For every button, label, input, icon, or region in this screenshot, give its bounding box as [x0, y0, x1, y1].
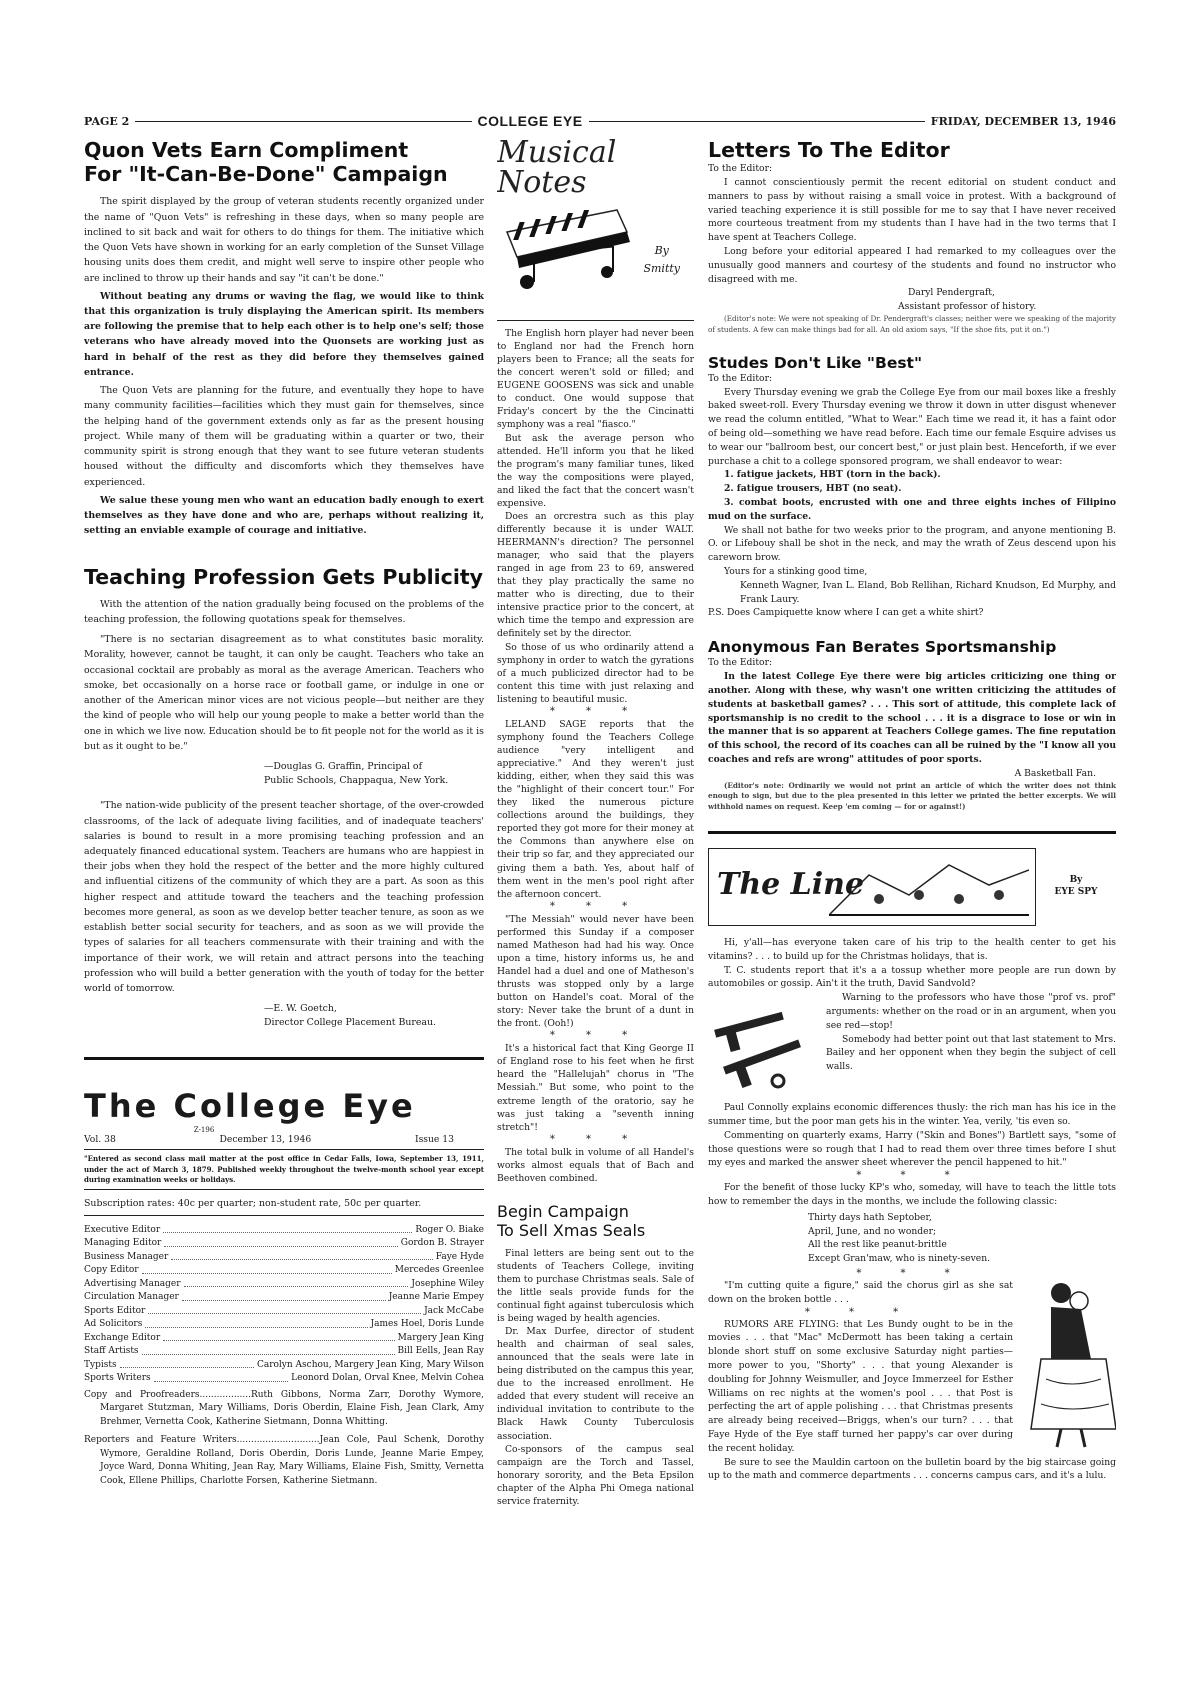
letter-signature: Assistant professor of history.	[898, 301, 1037, 313]
teaching-quote: "There is no sectarian disagreement as to what constitutes basic morality. Morality, however, cannot be taught, it can only be caught. Teachers who take an occasional cocktail are probably as moral as the average American. Teachers who smoke, bet occasionally on a horse race or football game, or indulge in one or another of the American minor vices are not vicious people—but neither are they the kind of people who will help our young people to make a better world than the one in which we live now. Education should be to fit people not for the world as it is but as it ought to be."	[84, 634, 484, 752]
salutation: To the Editor:	[708, 372, 773, 384]
staff-role: Sports Writers	[84, 1373, 151, 1384]
teaching-quote: "The nation-wide publicity of the present teacher shortage, of the over-crowded classrooms, of the lack of adequate living facilities, and of inadequate teachers' salaries is bound to result in a more promising teaching profession and an adequately financed educational system. Teachers are humans who are happiest in their jobs when they hold the respect of the better and the more highly cultured and influential citizens of the community of which they are a part. As soon as this higher respect and attitude toward the teachers and the teaching profession becomes more general, as soon as we develop better teacher tenure, as soon as we establish better social security for teachers, and as soon as we will provide the types of salaries for all teachers commensurate with their training and with the importance of their work, we will retain and attract persons into the teaching profession who will build a better generation with the youth of today for the better world of tomorrow.	[84, 800, 484, 995]
quon-headline-2: For "It-Can-Be-Done" Campaign	[84, 162, 448, 187]
line-paragraph: Somebody had better point out that last statement to Mrs. Bailey and her opponent when they begin the subject of cell walls.	[826, 1033, 1116, 1073]
staff-name: Faye Hyde	[435, 1251, 484, 1262]
masthead-date: December 13, 1946	[219, 1133, 312, 1145]
letter-paragraph: In the latest College Eye there were big articles criticizing one thing or another. Along with these, why wasn't one written criticizing the attitudes of students at basketball games? . . . This sort of attitude, this complete lack of sportsmanship is no credit to the school . . . it is a disgrace to lose or win in the manner that is so apparent at Teachers College games. The fine reputation of this school, the record of its coaches can all be ruined by the "I know all you coaches and refs are wrong" attitudes of poor sports.	[708, 671, 1116, 766]
line-paragraph: T. C. students report that it's a a tossup whether more people are run down by automobiles or gossip. Ain't it the truth, David Sandvold?	[708, 964, 1116, 990]
staff-row	[84, 1359, 484, 1373]
staff-name: Bill Eells, Jean Ray	[397, 1346, 484, 1357]
copy-proofreaders: Copy and Proofreaders..................Ruth Gibbons, Norma Zarr, Dorothy Wymore, Margaret Stutzman, Mary Williams, Doris Oberdin, Elaine Fish, Jean Clark, Amy Brehmer, Vernetta Cook, Katherine Sietmann, Donna Whitting.	[84, 1389, 484, 1427]
seals-headline-2: To Sell Xmas Seals	[497, 1220, 646, 1240]
letter-paragraph: Yours for a stinking good time,	[724, 565, 868, 577]
issue-number: Issue 13	[414, 1133, 454, 1145]
leader-dots	[142, 1264, 392, 1274]
staff-role: Copy Editor	[84, 1265, 139, 1276]
list-item: 3. combat boots, encrusted with one and three eights inches of Filipino mud on the surface.	[708, 497, 1116, 522]
line-paragraph: Commenting on quarterly exams, Harry ("Skin and Bones") Bartlett says, "some of those questions were so rough that I had to read them over three times before I shut my eyes and marked the answer sheet wherever the pencil happened to hit."	[708, 1129, 1116, 1169]
quon-paragraph: Without beating any drums or waving the flag, we would like to think that this organization is truly displaying the American spirit. Its members are following the premise that to help each other is to help one's self; those veterans who have already moved into the Quonsets are working just as hard in behalf of the rest as they did before they themselves gained entrance.	[84, 290, 484, 378]
staff-name: Roger O. Biake	[415, 1224, 484, 1235]
postscript: P.S. Does Campiquette know where I can get a white shirt?	[708, 607, 984, 619]
line-paragraph: RUMORS ARE FLYING: that Les Bundy ought to be in the movies . . . that "Mac" McDermott has been taking a certain blonde short stuff on some exclusive Saturday night parties—more power to you, "Shorty" . . . that young Alexander is doubling for Johnny Weismuller, and Joyce Immerzeel for Esther Williams on rec nights at the women's pool . . . that Post is perfecting the art of apple polishing . . . that Christmas presents are already being received—Briggs, when's our turn? . . . that Faye Hyde of the Eye staff turned her pappy's car over during the recent holiday.	[708, 1318, 1013, 1454]
the-line-logo	[708, 848, 1036, 926]
list-item: 1. fatigue jackets, HBT (torn in the back).	[724, 469, 941, 481]
column-left	[84, 138, 484, 1603]
leader-dots	[163, 1224, 412, 1234]
staff-row	[84, 1264, 484, 1278]
poem	[708, 1211, 1116, 1266]
the-line-column	[708, 848, 1116, 1483]
staff-name: Margery Jean King	[397, 1332, 484, 1343]
musical-rule	[497, 320, 694, 321]
staff-name: Gordon B. Strayer	[400, 1238, 484, 1249]
mailing-notice: "Entered as second class mail matter at the post office in Cedar Falls, Iowa, September 13, 1911, under the act of March 3, 1879. Published weekly throughout the twelve-month school year except during examination weeks or holidays.	[84, 1154, 484, 1184]
teaching-article	[84, 565, 484, 1031]
salutation: To the Editor:	[708, 657, 773, 669]
editors-note: (Editor's note: Ordinarily we would not print an article of which the writer does not think enough to sign, but due to the plea presented in this letter we printed the better excerpts. We will withhold names on request. Keep 'em coming — for or against!)	[708, 780, 1116, 812]
section-divider	[708, 831, 1116, 834]
letter-paragraph: We shall not bathe for two weeks prior to the program, and anyone mentioning B. O. or Lifebouy shall be shot in the neck, and may the wrath of Zeus descend upon his careworn brow.	[708, 524, 1116, 564]
letters-headline: Letters To The Editor	[708, 138, 950, 162]
header-rule-left	[135, 121, 471, 122]
byline-by: By	[1069, 875, 1083, 886]
masthead-issue-row	[84, 1134, 484, 1147]
leader-dots	[148, 1305, 421, 1315]
line-paragraph: Warning to the professors who have those "prof vs. prof" arguments: whether on the road or in an argument, when you see red—stop!	[826, 992, 1116, 1031]
masthead-rule	[84, 1189, 484, 1190]
byline-name: Smitty	[643, 261, 680, 275]
line-paragraph: "I'm cutting quite a figure," said the chorus girl as she sat down on the broken bottle . . .	[708, 1279, 1013, 1305]
column-right	[708, 138, 1116, 1608]
separator-stars: * * *	[856, 1170, 968, 1182]
staff-role: Business Manager	[84, 1251, 169, 1262]
quon-vets-article	[84, 138, 484, 539]
letters-article	[708, 138, 1116, 336]
keyboard-illustration	[497, 202, 637, 312]
reporters: Reporters and Feature Writers.............................Jean Cole, Paul Schenk, Dorothy Wymore, Geraldine Rolland, Doris Oberdin, Doris Lunde, Jeanne Marie Empey, Joyce Ward, Donna Whiting, Jean Ray, Mary Williams, Elaine Fish, Smitty, Vernetta Cook, Ellene Phillips, Charlotte Forsen, Katherine Sietmann.	[84, 1435, 484, 1486]
letter-paragraph: Every Thursday evening we grab the College Eye from our mail boxes like a freshly baked sweet-roll. Every Thursday evening we throw it down in utter disgust whenever we read the column entitled, "What to Wear." Each time we read it, it has a faint odor of being old—something we have read before. Each time our female Esquire advises us to wear our "ballroom best, our concert best," or just plain best. Henceforth, if we ever purchase a chit to a college sponsored program, we shall endeavor to wear:	[708, 386, 1116, 467]
staff-row	[84, 1318, 484, 1332]
musical-paragraph: Does an orcrestra such as this play differently because it is under WALT. HEERMANN's direction? The personnel manager, who said that the players ranged in age from 23 to 69, answered that they play practically the same no matter who is directing, due to their intensive practice prior to the concert, at which time the tempo and expression are definitely set by the director.	[497, 510, 694, 640]
musical-paragraph: The English horn player had never been to England nor had the French horn players been to France; all the seats for the concert weren't sold or filled; and EUGENE GOOSENS was sick and unable to conduct. One would suppose that Friday's concert by the the Cincinatti symphony was a real "fiasco."	[497, 328, 694, 431]
quon-paragraph: We salue these young men who want an education badly enough to exert themselves as they have done and who are, perhaps without realizing it, setting an enviable example of courage and initiative.	[84, 494, 484, 537]
seals-headline-1: Begin Campaign	[497, 1201, 629, 1221]
page-number: PAGE 2	[84, 114, 130, 128]
leader-dots	[163, 1332, 395, 1342]
studes-headline: Studes Don't Like "Best"	[708, 353, 923, 372]
staff-row	[84, 1291, 484, 1305]
musical-paragraph: The total bulk in volume of all Handel's works almost equals that of Bach and Beethoven combined.	[497, 1146, 694, 1184]
leader-dots	[145, 1318, 367, 1328]
line-paragraph: Paul Connolly explains economic differences thusly: the rich man has his ice in the summer time, but the poor man gets his in the winter. Yea, verily, 'tis even so.	[708, 1102, 1116, 1127]
staff-role: Exchange Editor	[84, 1332, 161, 1343]
leader-dots	[142, 1345, 395, 1355]
the-line-banner	[708, 848, 1116, 926]
staff-name: Mercedes Greenlee	[394, 1265, 484, 1276]
masthead	[84, 1086, 484, 1489]
quote-signature: —E. W. Goetch,	[264, 1003, 337, 1015]
staff-row	[84, 1251, 484, 1265]
the-line-byline	[1036, 875, 1116, 898]
editors-note: (Editor's note: We were not speaking of Dr. Pendergraft's classes; neither were we speaking of the majority of students. A few can make things bad for all. An old axiom says, "If the shoe fits, put it on.")	[708, 313, 1116, 334]
leader-dots	[182, 1291, 386, 1301]
poem-line: April, June, and no wonder;	[808, 1225, 937, 1237]
musical-notes-title: Musical Notes	[497, 138, 617, 200]
staff-row	[84, 1237, 484, 1251]
leader-dots	[154, 1372, 289, 1382]
leader-dots	[171, 1251, 432, 1261]
header-rule-right	[589, 121, 925, 122]
seals-paragraph: Final letters are being sent out to the students of Teachers College, inviting them to purchase Christmas seals. Sale of the little seals provide funds for the continual fight against tuberculosis which is being waged by health agencies.	[497, 1247, 694, 1324]
quon-paragraph: The Quon Vets are planning for the future, and eventually they hope to have many community facilities—facilities which they must gain for themselves, since the helping hand of the government extends only as far as the present housing project. While many of them will be graduating within a quarter or two, their community spirit is strong enough that they want to see future veteran students housed without the difficulty and discomforts which they themselves have experienced.	[84, 385, 484, 488]
musical-paragraph: LELAND SAGE reports that the symphony found the Teachers College audience "very intelligent and appreciative." And they weren't just kidding, either, when they said this was the "highlight of their concert tour." For they liked the numerous picture collections around the buildings, they reported they got more for their money at the Commons than anywhere else on their trip so far, and they appreciated our giving them a bath. Yes, about half of them went in the men's pool right after the afternoon concert.	[497, 718, 694, 900]
masthead-rule	[84, 1215, 484, 1216]
staff-role: Ad Solicitors	[84, 1319, 143, 1330]
staff-row	[84, 1332, 484, 1346]
teaching-intro: With the attention of the nation gradually being focused on the problems of the teaching profession, the following quotations speak for themselves.	[84, 598, 484, 625]
letter-signature: A Basketball Fan.	[1014, 767, 1096, 779]
page-header	[84, 113, 1116, 129]
staff-row	[84, 1305, 484, 1319]
staff-role: Managing Editor	[84, 1238, 162, 1249]
staff-row	[84, 1372, 484, 1386]
musical-notes-art	[497, 202, 694, 320]
the-line-title: The Line	[717, 867, 865, 903]
staff-list	[84, 1224, 484, 1386]
musical-paragraph: But ask the average person who attended. He'll inform you that he liked the program's many familiar tunes, liked the way the compositions were played, and liked the fact that the concert wasn't expensive.	[497, 432, 694, 509]
staff-name: Leonord Dolan, Orval Knee, Melvin Cohea	[291, 1373, 484, 1384]
separator-stars: * * *	[549, 900, 642, 912]
leader-dots	[120, 1359, 254, 1369]
paper-name: COLLEGE EYE	[477, 113, 583, 129]
subscription-rates: Subscription rates: 40c per quarter; non-student rate, 50c per quarter.	[84, 1197, 422, 1209]
anon-headline: Anonymous Fan Berates Sportsmanship	[708, 638, 1057, 657]
letter-paragraph: Long before your editorial appeared I had remarked to my colleagues over the unusually good manners and courtesy of the students and found no instructor who disagreed with me.	[708, 245, 1116, 285]
seals-paragraph: Dr. Max Durfee, director of student health and chairman of seal sales, announced that the seals were late in being distributed on the campus this year, due to the increased enrollment. He added that every student will receive an individual invitation to contribute to the Black Hawk County Tuberculosis association.	[497, 1326, 694, 1442]
staff-row	[84, 1345, 484, 1359]
separator-stars: * * *	[804, 1306, 917, 1318]
staff-role: Typists	[84, 1359, 117, 1370]
staff-row	[84, 1278, 484, 1292]
staff-role: Circulation Manager	[84, 1292, 179, 1303]
dance-text	[708, 1279, 1013, 1456]
staff-role: Advertising Manager	[84, 1278, 181, 1289]
staff-role: Executive Editor	[84, 1224, 161, 1235]
musical-paragraph: So those of us who ordinarily attend a symphony in order to watch the gyrations of a much publicized director had to be content this time with just relaxing and listening to beautiful music.	[497, 641, 694, 705]
anon-article	[708, 638, 1116, 813]
separator-stars: * * *	[549, 1030, 642, 1042]
guns-illustration	[708, 991, 818, 1101]
section-divider	[84, 1057, 484, 1060]
quon-paragraph: The spirit displayed by the group of veteran students recently organized under the name of "Quon Vets" is refreshing in these days, when so many people are inclined to sit back and wait for others to do things for them. The initiative which the Quon Vets have shown in working for an early completion of the Sunset Village housing units does them credit, and might well serve to inspire other people who are inclined to throw up their hands and say "it can't be done."	[84, 196, 484, 284]
separator-stars: * * *	[549, 1133, 642, 1145]
staff-name: Jack McCabe	[424, 1305, 484, 1316]
byline-author: EYE SPY	[1054, 887, 1098, 898]
line-paragraph: Be sure to see the Mauldin cartoon on the bulletin board by the big staircase going up to the math and commerce departments . . . concerns campus cars, and it's a lulu.	[708, 1456, 1116, 1482]
dancers-illustration	[1021, 1279, 1116, 1449]
masthead-rule	[84, 1149, 484, 1150]
poem-line: All the rest like peanut-brittle	[808, 1239, 947, 1251]
salutation: To the Editor:	[708, 163, 773, 175]
volume: Vol. 38	[84, 1133, 116, 1145]
poem-line: Except Gran'maw, who is ninety-seven.	[808, 1253, 991, 1265]
studes-article	[708, 354, 1116, 621]
quote-signature: —Douglas G. Graffin, Principal of	[264, 761, 423, 773]
quon-headline-1: Quon Vets Earn Compliment	[84, 138, 409, 162]
musical-paragraph: It's a historical fact that King George II of England rose to his feet when he first heard the "Hallelujah" chorus in "The Messiah." But some, who point to the extreme length of the oratorio, say he was just taking a "seventh inning stretch"!	[497, 1043, 694, 1133]
byline	[643, 242, 680, 277]
staff-name: Jeanne Marie Empey	[388, 1292, 484, 1303]
leader-dots	[184, 1278, 409, 1288]
staff-role: Staff Artists	[84, 1346, 139, 1357]
guns-text	[826, 991, 1116, 1101]
issue-date: FRIDAY, DECEMBER 13, 1946	[930, 114, 1116, 128]
masthead-title: The College Eye	[84, 1086, 416, 1125]
quote-signature: Director College Placement Bureau.	[264, 1017, 437, 1029]
line-paragraph: For the benefit of those lucky KP's who, someday, will have to teach the little tots how to remember the days in the months, we include the following classic:	[708, 1182, 1116, 1207]
list-item: 2. fatigue trousers, HBT (no seat).	[724, 483, 902, 495]
the-line-body	[708, 936, 1116, 1483]
separator-stars: * * *	[856, 1267, 968, 1279]
column-middle	[497, 138, 694, 1608]
seals-article	[497, 1203, 694, 1508]
musical-paragraph: "The Messiah" would never have been performed this Sunday if a composer named Matheson had had his way. Once upon a time, history informs us, he and Handel had a duel and one of Matheson's thrusts was stopped only by a large button on Handel's coat. Moral of the story: Never take the brunt of a dunt in the front. (Ooh!)	[497, 913, 694, 1030]
separator-stars: * * *	[549, 705, 642, 717]
letter-signature: Daryl Pendergraft,	[908, 287, 995, 299]
musical-notes-article	[497, 138, 694, 1185]
staff-name: Carolyn Aschou, Margery Jean King, Mary Wilson	[256, 1359, 484, 1370]
staff-name: James Hoel, Doris Lunde	[370, 1319, 484, 1330]
staff-row	[84, 1224, 484, 1238]
dance-block	[708, 1279, 1116, 1456]
poem-line: Thirty days hath Septober,	[808, 1211, 932, 1223]
letter-signers: Kenneth Wagner, Ivan L. Eland, Bob Rellihan, Richard Knudson, Ed Murphy, and Frank Laury.	[740, 579, 1116, 605]
byline-by: By	[654, 244, 669, 257]
crowd-illustration	[829, 855, 1029, 919]
quote-signature: Public Schools, Chappaqua, New York.	[264, 775, 449, 787]
masthead-code: Z-196	[193, 1125, 215, 1134]
teaching-headline: Teaching Profession Gets Publicity	[84, 564, 484, 589]
line-paragraph: Hi, y'all—has everyone taken care of his trip to the health center to get his vitamins? . . . to build up for the Christmas holidays, that is.	[708, 937, 1116, 962]
letter-paragraph: I cannot conscientiously permit the recent editorial on student conduct and manners to pass by without raising a small voice in protest. With a background of varied teaching experience it is still possible for me to say that I have never received more courteous treatment from my students than I have had in the two terms that I have spent at Teachers College.	[708, 176, 1116, 244]
guns-block	[708, 991, 1116, 1101]
staff-name: Josephine Wiley	[411, 1278, 484, 1289]
staff-role: Sports Editor	[84, 1305, 146, 1316]
leader-dots	[164, 1237, 397, 1247]
seals-paragraph: Co-sponsors of the campus seal campaign are the Torch and Tassel, honorary sorority, and the Beta Epsilon chapter of the Alpha Phi Omega national service fraternity.	[497, 1443, 694, 1507]
